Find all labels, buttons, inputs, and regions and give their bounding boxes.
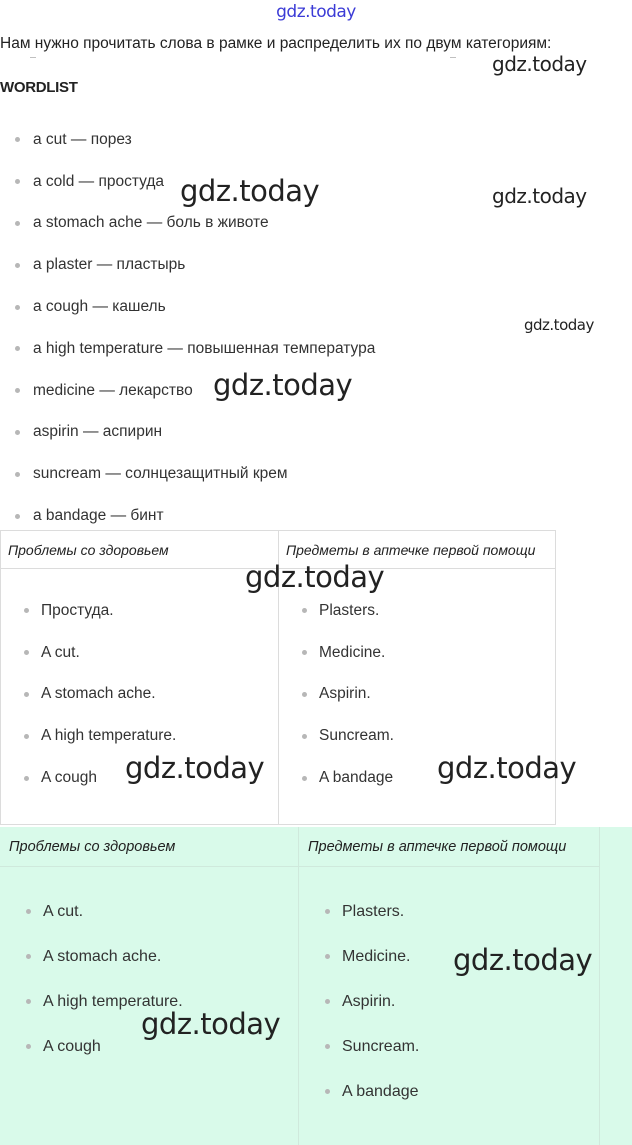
watermark: gdz.today [524, 316, 594, 334]
wordlist-heading: WORDLIST [0, 79, 78, 96]
watermark: gdz.today [180, 174, 320, 208]
bullet-icon [24, 650, 29, 655]
list-item: A cough [24, 757, 176, 799]
bullet-icon [15, 137, 20, 142]
first-aid-list [302, 590, 394, 799]
list-item: a plaster — пластырь [15, 244, 375, 286]
watermark: gdz.today [492, 184, 587, 208]
bullet-icon [26, 999, 31, 1004]
watermark: gdz.today [125, 751, 265, 785]
bullet-icon [302, 734, 307, 739]
list-item: suncream — солнцезащитный крем [15, 453, 375, 495]
list-item: A high temperature. [26, 979, 183, 1024]
bullet-icon [15, 514, 20, 519]
bullet-icon [302, 776, 307, 781]
list-item: aspirin — аспирин [15, 412, 375, 454]
list-item: Aspirin. [302, 674, 394, 716]
watermark: gdz.today [453, 943, 593, 977]
bullet-icon [15, 305, 20, 310]
problems-list [26, 889, 183, 1069]
column-header: Предметы в аптечке первой помощи [279, 531, 555, 569]
bullet-icon [26, 909, 31, 914]
bullet-icon [15, 346, 20, 351]
bullet-icon [15, 472, 20, 477]
divider-mark [450, 57, 456, 58]
bullet-icon [325, 1044, 330, 1049]
list-item: a bandage — бинт [15, 495, 375, 537]
bullet-icon [302, 692, 307, 697]
watermark: gdz.today [141, 1007, 281, 1041]
list-item: Aspirin. [325, 979, 419, 1024]
bullet-icon [15, 221, 20, 226]
list-item: a cut — порез [15, 119, 375, 161]
bullet-icon [24, 734, 29, 739]
bullet-icon [325, 999, 330, 1004]
table-column-problems [0, 827, 299, 1145]
list-item: A cut. [26, 889, 183, 934]
bullet-icon [15, 263, 20, 268]
bullet-icon [26, 954, 31, 959]
list-item: a cough — кашель [15, 286, 375, 328]
list-item: A cough [26, 1024, 183, 1069]
watermark: gdz.today [213, 368, 353, 402]
bullet-icon [24, 608, 29, 613]
bullet-icon [26, 1044, 31, 1049]
answer-table-highlighted [0, 827, 632, 1145]
watermark: gdz.today [245, 560, 385, 594]
list-item: A high temperature. [24, 715, 176, 757]
list-item: a high temperature — повышенная температура [15, 328, 375, 370]
table-column-first-aid [299, 827, 600, 1145]
bullet-icon [302, 608, 307, 613]
list-item: Plasters. [325, 889, 419, 934]
list-item: Medicine. [325, 934, 419, 979]
column-header: Предметы в аптечке первой помощи [299, 827, 599, 867]
divider-mark [30, 57, 36, 58]
column-header: Проблемы со здоровьем [0, 827, 298, 867]
list-item: a stomach ache — боль в животе [15, 203, 375, 245]
list-item: A cut. [24, 632, 176, 674]
bullet-icon [24, 776, 29, 781]
bullet-icon [15, 179, 20, 184]
intro-text: Нам нужно прочитать слова в рамке и распределить их по двум категориям: [0, 35, 552, 52]
watermark: gdz.today [437, 751, 577, 785]
list-item: A stomach ache. [26, 934, 183, 979]
watermark: gdz.today [492, 52, 587, 76]
bullet-icon [325, 954, 330, 959]
bullet-icon [325, 1089, 330, 1094]
bullet-icon [15, 430, 20, 435]
bullet-icon [302, 650, 307, 655]
site-logo[interactable]: gdz.today [276, 2, 356, 22]
bullet-icon [24, 692, 29, 697]
list-item: A stomach ache. [24, 674, 176, 716]
list-item: a cold — простуда [15, 161, 375, 203]
list-item: Простуда. [24, 590, 176, 632]
list-item: medicine — лекарство [15, 370, 375, 412]
list-item: Suncream. [325, 1024, 419, 1069]
list-item: Suncream. [302, 715, 394, 757]
bullet-icon [325, 909, 330, 914]
list-item: Medicine. [302, 632, 394, 674]
list-item: A bandage [302, 757, 394, 799]
list-item: Plasters. [302, 590, 394, 632]
list-item: A bandage [325, 1069, 419, 1114]
column-header: Проблемы со здоровьем [1, 531, 278, 569]
first-aid-list [325, 889, 419, 1114]
bullet-icon [15, 388, 20, 393]
